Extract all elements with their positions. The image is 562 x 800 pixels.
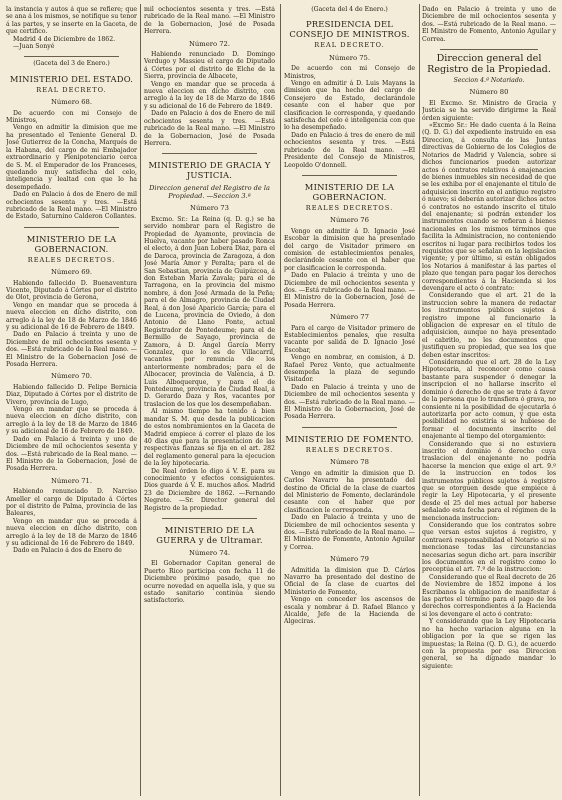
- paragraph: Habiendo fallecido D. Buenaventura Vicente, Diputado á Córtes por el distrito de Olot, provincia de Gerona,: [6, 279, 137, 302]
- paragraph: Vengo en nombrar, en comision, á D. Rafael Perez Vento, que actualmente desempeña la plaza de segundo Visitador.: [284, 354, 415, 384]
- gaceta-date: (Gaceta del 4 de Enero.): [311, 6, 388, 13]
- ministry-heading: MINISTERIO DE LA GUERRA y de Ultramar.: [156, 524, 263, 545]
- paragraph: Considerando que el art. 28 de la Ley Hipotecaria, al reconocer como causa bastante para suspender ó denegar la inscripcion el no hallarse inscrito el dominio ó derecho de que se trate á favor de la persona que lo transfiera ó grava, no consiente ni la posibilidad de ejecutarla ó autorizarla por acto comun, y que esta posibilidad no existiría si se hubiese de formar el documento inscrito del enajenante al tiempo del otorgamiento:: [422, 359, 556, 441]
- divider: [162, 518, 257, 519]
- decree-number: Número 69.: [50, 268, 93, 277]
- paragraph: Dado en Palacio á treinta y uno de Diciembre de mil ochocientos sesenta y dos. —Está rubricado de la Real mano. —El Ministro de la Gobernacion, José de Posada Herrera.: [6, 435, 137, 473]
- decree-number: Número 68.: [50, 98, 93, 107]
- paragraph: la instancia y autos á que se refiere; que se ana á los mismos, se notifique su tenor á las partes, y se inserte en la Gaceta, de que certifico.: [6, 6, 137, 36]
- paragraph: Vengo en mandar que se proceda á nueva eleccion en dicho distrito, con arreglo á la ley de 18 de Marzo de 1846 y su adicional de 16 de Febrero de 1849.: [6, 301, 137, 331]
- decree-label: REAL DECRETO.: [314, 41, 385, 50]
- paragraph: Excmo. Sr.: La Reina (q. D. g.) se ha servido nombrar para el Registro de Propiedad de Ayamonte, provincia de Huelva, vacante por haber pasado Ronca el electo, á don Juan Lobera Diaz, para el de Daroca, provincia de Zaragoza, á don José María Amor y Peralta; para el de San Sebastian, provincia de Guipúzcoa, á don Esteban María Zavala; para el de Tarragona, en la provincia del mismo nombre, á don José Armada de la Peña; para el de Almagro, provincia de Ciudad Real, á don José Aparicio García; para el de Lucena, provincia de Oviedo, á don Antonio de Llano Ponte, actual Registrador de Pontedeume; para el de Bermillo de Sayago, provincia de Zamora, á D. Angel García Merry Gonzalez, que lo es de Villacarril, vacantes por renuncia de los anteriormente nombrados; para el de Albocacer, provincia de Valencia, á D. Luis Alboquerque, y para el de Pontedeume, provincia de Ciudad Real, á D. Gerardo Daza y Ros, vacantes por traslacion de los que los desempeñaban.: [144, 215, 275, 408]
- paragraph: «Excmo Sr.: He dado cuenta á la Reina (Q. D. G.) del expediente instruido en esa Direccion, á consulta de las Juntas directivas de Gobierno de los Colegios de Notarios de Madrid y Valencia, sobre si dichos funcionarios pueden autorizar actos ó contratos relativos á enajenacion de bienes inmuebles sin necesidad de que se les exhiba por el enajenante el titulo de adquisicion inscrito en el antiguo registro ó nuevo; si deberán autorizar dichos actos ó contratos no estando inscrito el titulo del enajenante; si podrán extender los instrumentos cuando se refieran á bienes nacionales en los mismos términos que facilita la Administracion, no conteniendo escritos ni lugar para recibirlos todos los requisitos que se señalan en la legislacion vigente; y por último, si están obligados los Notarios á manifestar á las partes el plazo que tengan para pagar los derechos correspondientes á la Hacienda si los devengare el acto ó contrato:: [422, 122, 556, 292]
- paragraph: El Excmo. Sr. Ministro de Gracia y Justicia se ha servido dirigirme la Real órden siguiente:: [422, 99, 556, 122]
- paragraph: Vengo en admitir la dimision que me ha presentado el Teniente General D. José Gutierrez de la Concha, Marqués de la Habana, del cargo de mi Embajador extraordinario y Plenipotenciario cerca de S. M. el Emperador de los Franceses, quedando muy satisfecha del celo, inteligencia y lealtad con que lo ha desempeñado.: [6, 124, 137, 191]
- paragraph: Madrid 4 de Diciembre de 1862.: [13, 35, 116, 43]
- paragraph: Habiendo renunciado D. Narciso Ameller el cargo de Diputado á Córtes por el distrito de Palma, provincia de las Baleares,: [6, 488, 137, 518]
- paragraph: Vengo en mandar que se proceda á nueva eleccion en dicho distrito, con arreglo á la ley de 18 de Marzo de 1846 y su adicional de 16 de Febrero de 1849.: [6, 406, 137, 436]
- paragraph: Vengo en admitir á D. Luis Mayans la dimision que ha hecho del cargo de Consejero de Estado, declarándole cesante con el haber que por clasificacion le corresponda, y quedando satisfecha del celo é inteligencia con que lo ha desempeñado.: [284, 80, 415, 132]
- signature: —Juan Sonyé: [13, 43, 55, 51]
- paragraph: Dado en Palacio á tres de enero de mil ochocientos sesenta y tres. —Está rubricado de la Real mano. —El Presidente del Consejo de Ministros, Leopoldo O'donnell.: [284, 131, 415, 169]
- paragraph: Para el cargo de Visitador primero de Establecimientos penales, que resulta vacante por salida de D. Ignacio José Escobar,: [284, 324, 415, 354]
- paragraph: Habiendo renunciado D. Domingo Verdugo y Massieu el cargo de Diputado á Córtes por el distrito de Elche de la Sierra, provincia de Albacete,: [144, 51, 275, 81]
- decree-label: REALES DECRETOS.: [305, 203, 394, 212]
- paragraph: Dado en Palacio á treinta y uno de Diciembre de mil ochocientos sesenta y dos. —Está rubricado de la Real mano. —El Ministro de la Gobernacion José de Posada Herrera.: [6, 331, 137, 369]
- presidency-heading: PRESIDENCIA DEL CONSEJO DE MINISTROS.: [289, 19, 410, 40]
- decree-number: Número 75.: [328, 53, 371, 62]
- gaceta-date: (Gaceta del 3 de Enero.): [33, 60, 110, 68]
- column-4: [422, 6, 556, 796]
- divider: [302, 427, 397, 428]
- decree-number: Número 76: [330, 216, 369, 225]
- decree-number: Número 72.: [188, 39, 231, 48]
- paragraph: De acuerdo con mi Consejo de Ministros,: [284, 65, 415, 80]
- paragraph: El Gobernador Capitan general de Puerto Rico participa con fecha 11 de Diciembre próximo pasado, que no ocurre novedad en aquella isla, y que su estado sanitario continúa siendo satisfactorio.: [144, 560, 275, 605]
- paragraph: Dado en Palacio á treinta y uno de Diciembre de mil ochocientos sesenta y dos. —Está rubricado de la Real mano. —El Ministro de Fomento, Antonio Aguilar y Correa.: [284, 514, 415, 551]
- paragraph: Vengo en mandar que se proceda á nueva eleccion en dicho distrito, con arreglo á la ley de 18 de Marzo de 1846 y su adicional de 16 de Febrero de 1849.: [6, 517, 137, 547]
- paragraph: Dado en Palacio á treinta y uno de Diciembre de mil ochocientos sesenta y dos. —Está rubricado de la Real mano. —El Ministro de la Gobernacion, José de Posada Herrera.: [284, 383, 415, 421]
- paragraph: Dado en Palacio á treinta y uno de Diciembre de mil ochocientos sesenta y dos. —Está rubricado de la Real mano. —El Ministro de la Gobernacion, José de Posada Herrera.: [284, 272, 415, 309]
- paragraph: Dado en Palacio á dos de Enero de mil ochocientos sesenta y tres. —Está rubricado de la Real mano. —El Ministro de la Gobernacion, José de Posada Herrera.: [144, 110, 275, 147]
- direction-heading: Direccion general del Registro de la Propiedad. —Seccion 3.ª: [149, 184, 270, 201]
- column-divider: [280, 4, 281, 796]
- paragraph: Admitida la dimision que D. Cárlos Navarro ha presentado del destino de Oficial de la clase de cuartos del Ministerio de Fomento,: [284, 566, 415, 596]
- column-divider: [140, 4, 141, 796]
- decree-number: Número 74.: [188, 548, 231, 557]
- decree-number: Número 70.: [50, 372, 93, 381]
- paragraph: Vengo en conceder los ascensos de escala y nombrar á D. Rafael Blanco y Alcalde, Jefe de la Hacienda de Algeciras.: [284, 596, 415, 626]
- paragraph: Y considerando que la Ley Hipotecaria no ha hecho variacion alguna en la obligacion por la que se rigen las impuestas; la Reina (Q. D. G.), de acuerdo con la propuesta por esa Direccion general, se ha dignado mandar lo siguiente:: [422, 618, 556, 670]
- paragraph: Considerando que los contratos sobre que versan estos sujetos á registro, y contraerá responsabilidad el Notario si no mencionase todas las circunstancias necesarias segun dicho art. para inscribir los documentos en el registro como lo preceptúa el art. 7.º de la instruccion:: [422, 522, 556, 574]
- decree-label: REAL DECRETO.: [36, 85, 107, 94]
- decree-number: Número 71.: [50, 476, 93, 485]
- decree-number: Número 73: [190, 204, 229, 213]
- divider: [162, 153, 257, 154]
- column-1: [6, 6, 137, 796]
- paragraph: Vengo en mandar que se proceda á nueva eleccion en dicho distrito, con arreglo á la ley de 18 de Marzo de 1846 y su adicional de 16 de Febrero de 1849.: [144, 80, 275, 110]
- decree-label: REALES DECRETOS.: [27, 255, 116, 264]
- divider: [24, 227, 119, 228]
- paragraph: Dado en Palacio á treinta y uno de Diciembre de mil ochocientos sesenta y dos. —Está rubricado de la Real mano. —El Ministro de Fomento, Antonio Aguilar y Correa.: [422, 6, 556, 43]
- direction-heading: Direccion general del Registro de la Propiedad.: [427, 53, 551, 76]
- paragraph: De acuerdo con mi Consejo de Ministros,: [6, 109, 137, 125]
- paragraph: Vengo en admitir á D. Ignacio José Escobar la dimision que ha presentado del cargo de Visitador primero en comision de establecimientos penales, declarándole cesante con el haber que por clasificacion le corresponda.: [284, 227, 415, 272]
- column-3: [284, 6, 415, 796]
- paragraph: Considerando que el art. 21 de la instruccion sobre la manera de redactar los instrumentos públicos sujetos á registro impone al funcionario la obligacion de expresar en el título de adquisicion, aunque no haya presentado el cabritlo, no les documentos que justifiquen su propiedad, que sea los que deben estar inscritos:: [422, 292, 556, 359]
- decree-number: Número 80: [469, 88, 509, 97]
- column-divider: [419, 4, 420, 796]
- paragraph: Habiendo fallecido D. Felipe Bernicia Diaz, Diputado á Córtes por el distrito de Vivero, provincia de Lugo,: [6, 383, 137, 406]
- decree-number: Número 78: [330, 458, 369, 467]
- paragraph: Dado en Palacio á dos de Enero de mil ochocientos sesenta y tres. —Está rubricado de la Real mano. —El Ministro de Estado, Saturnino Calderon Collantes.: [6, 191, 137, 221]
- decree-label: REALES DECRETOS.: [305, 445, 394, 454]
- decree-number: Número 77: [330, 313, 369, 322]
- ministry-heading: MINISTERIO DE GRACIA Y JUSTICIA.: [148, 160, 271, 181]
- ministry-heading: MINISTERIO DE LA GOBERNACION.: [26, 233, 117, 254]
- decree-number: Número 79: [330, 555, 369, 564]
- paragraph: Dado en Palacio á dos de Enero de: [13, 547, 122, 555]
- paragraph: Considerando que si no estuviera inscrito el dominio ó derecho cuya traslacion del enajenante no podría hacerse la mencion que exige el art. 9.º de la instruccion en todos los instrumentos públicos sujetos á registro que se otorguen desde que empiece á regir la Ley Hipotecaria, y el presente desde el 25 del mes actual por haberse señalado esta fecha para el régimen de la mencionada instruccion:: [422, 440, 556, 522]
- ministry-heading: MINISTERIO DE FOMENTO.: [285, 433, 414, 444]
- paragraph: Considerando que el Real decreto de 26 de Noviembre de 1852 impone á los Escribanos la obligacion de manifestar á las partes el término para el pago de los derechos correspondientes á la Hacienda si los devengare el acto ó contrato:: [422, 573, 556, 618]
- ministry-heading: MINISTERIO DE LA GOBERNACION.: [304, 181, 395, 202]
- column-2: [144, 6, 275, 796]
- divider: [302, 175, 397, 176]
- divider: [440, 49, 538, 50]
- paragraph: Al mismo tiempo ha tenido á bien mandar S. M. que desde la publicacion de estos nombramientos en la Gaceta de Madrid empiece á correr el plazo de los 40 dias que para la presentacion de las respectivas fianzas se fija en el art. 282 del reglamento general para la ejecucion de la ley hipotecaria.: [144, 408, 275, 468]
- paragraph: mil ochocientos sesenta y tres. —Está rubricado de la Real mano. —El Ministro de la Gobernacion, José de Posada Herrera.: [144, 6, 275, 36]
- section-heading: Seccion 4.ª Notariado.: [453, 77, 525, 85]
- paragraph: De Real órden lo digo á V. E. para su conocimiento y efectos consiguientes. Dios guarde á V. E. muchos años. Madrid 23 de Diciembre de 1862. —Fernando Negrete. —Sr. Director general del Registro de la propiedad.: [144, 467, 275, 512]
- divider: [24, 56, 119, 57]
- paragraph: Vengo en admitir la dimision que D. Carlos Navarro ha presentado del destino de Oficial de la clase de cuartos del Ministerio de Fomento, declarándole cesante con el haber que por clasificacion le corresponda.: [284, 469, 415, 514]
- ministry-heading: MINISTERIO DEL ESTADO.: [9, 73, 134, 84]
